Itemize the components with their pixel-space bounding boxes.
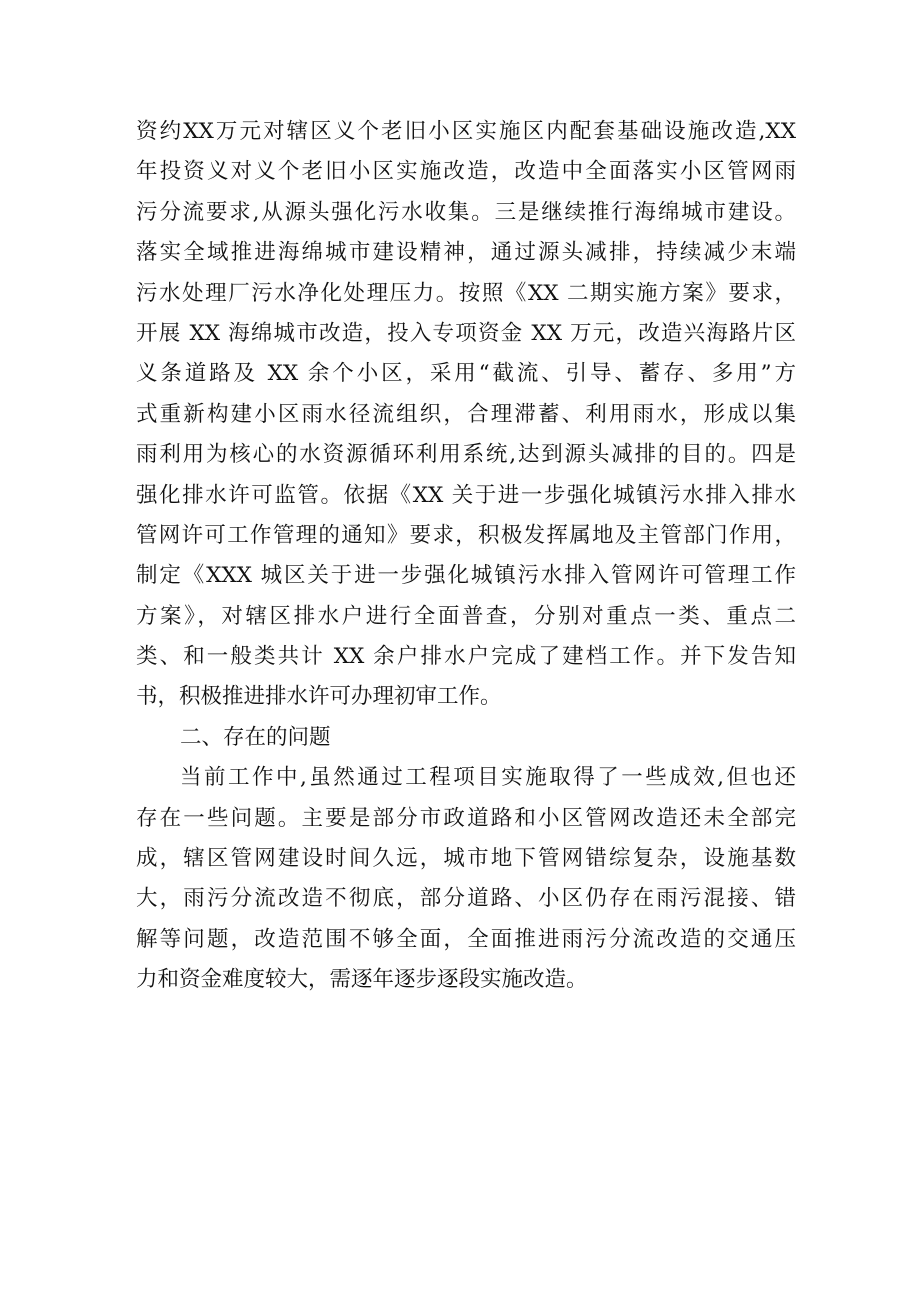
- text-line: 类、和一般类共计 XX 余户排水户完成了建档工作。并下发告知: [136, 644, 796, 670]
- text-line: 开展 XX 海绵城市改造，投入专项资金 XX 万元，改造兴海路片区: [136, 320, 796, 346]
- paragraph-problems: [136, 758, 796, 1000]
- document-body: [136, 112, 796, 1001]
- text-line: 落实全域推进海绵城市建设精神，通过源头减排，持续减少末端: [136, 240, 796, 266]
- text-line: 书，积极推进排水许可办理初审工作。: [136, 684, 502, 710]
- text-line: 力和资金难度较大，需逐年逐步逐段实施改造。: [136, 967, 588, 993]
- text-line: 资约XX万元对辖区义个老旧小区实施区内配套基础设施改造,XX: [136, 119, 796, 144]
- text-line: 管网许可工作管理的通知》要求，积极发挥属地及主管部门作用，: [136, 522, 796, 548]
- text-line: 解等问题，改造范围不够全面，全面推进雨污分流改造的交通压: [136, 926, 796, 952]
- text-line: 强化排水许可监管。依据《XX 关于进一步强化城镇污水排入排水: [136, 482, 796, 508]
- section-heading: 二、存在的问题: [180, 724, 331, 750]
- text-line: 制定《XXX 城区关于进一步强化城镇污水排入管网许可管理工作: [136, 563, 796, 589]
- text-line: 雨利用为核心的水资源循环利用系统,达到源头减排的目的。四是: [136, 442, 796, 468]
- text-line: 式重新构建小区雨水径流组织，合理滞蓄、利用雨水，形成以集: [136, 401, 796, 427]
- text-line: 年投资义对义个老旧小区实施改造，改造中全面落实小区管网雨: [136, 159, 796, 185]
- paragraph-continuation: [136, 112, 796, 718]
- text-line: 污水处理厂污水净化处理压力。按照《XX 二期实施方案》要求，: [136, 280, 796, 306]
- text-line: 方案》，对辖区排水户进行全面普查，分别对重点一类、重点二: [136, 603, 796, 629]
- text-line: 义条道路及 XX 余个小区，采用“截流、引导、蓄存、多用”方: [136, 361, 796, 387]
- text-line: 大，雨污分流改造不彻底，部分道路、小区仍存在雨污混接、错: [136, 886, 796, 912]
- text-line: 存在一些问题。主要是部分市政道路和小区管网改造还未全部完: [136, 805, 796, 831]
- text-line: 成，辖区管网建设时间久远，城市地下管网错综复杂，设施基数: [136, 846, 796, 872]
- text-line: 污分流要求,从源头强化污水收集。三是继续推行海绵城市建设。: [136, 199, 796, 225]
- text-line: 当前工作中,虽然通过工程项目实施取得了一些成效,但也还: [180, 765, 796, 791]
